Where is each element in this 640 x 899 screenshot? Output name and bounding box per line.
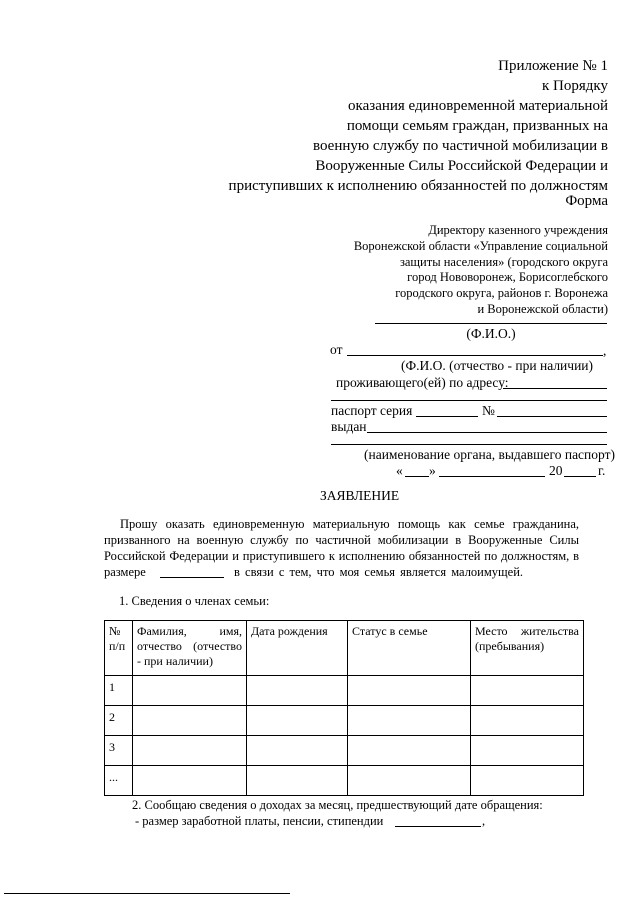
residing-label: проживающего(ей) по адресу: (336, 375, 509, 390)
row-number: 2 (105, 706, 133, 736)
cell-name[interactable] (133, 736, 247, 766)
cell-name[interactable] (133, 706, 247, 736)
date-year-prefix: 20 (549, 463, 563, 478)
from-comma: , (603, 343, 607, 358)
statement-title: ЗАЯВЛЕНИЕ (320, 488, 400, 503)
appendix-line: Вооруженные Силы Российской Федерации и (315, 158, 608, 174)
issuer-caption: (наименование органа, выдавшего паспорт) (364, 447, 615, 462)
table-header-row (105, 621, 584, 676)
cell-residence[interactable] (471, 766, 584, 796)
cell-birth-date[interactable] (247, 676, 348, 706)
cell-family-status[interactable] (348, 706, 471, 736)
appendix-line: приступивших к исполнению обязанностей по должностям (228, 178, 608, 194)
cell-family-status[interactable] (348, 736, 471, 766)
cell-residence[interactable] (471, 706, 584, 736)
header-residence: Место жительства (пребывания) (471, 621, 584, 676)
date-open-quote: « (396, 463, 403, 478)
header-birth-date: Дата рождения (247, 621, 348, 676)
section1-title: 1. Сведения о членах семьи: (119, 594, 270, 608)
address-line-2[interactable] (331, 400, 607, 401)
passport-series-label: паспорт серия (331, 403, 413, 418)
date-year-suffix: г. (598, 463, 606, 478)
cell-birth-date[interactable] (247, 766, 348, 796)
from-label: от (330, 342, 343, 357)
issued-line-1[interactable] (367, 432, 607, 433)
header-family-status: Статус в семье (348, 621, 471, 676)
row-number: 1 (105, 676, 133, 706)
row-number: 3 (105, 736, 133, 766)
director-fio-line[interactable] (375, 323, 607, 324)
passport-number-label: № (482, 403, 495, 418)
issued-line-2[interactable] (331, 444, 607, 445)
family-members-table (104, 620, 584, 796)
cell-name[interactable] (133, 676, 247, 706)
addressee-line: и Воронежской области) (477, 301, 608, 316)
date-close-quote: » (429, 463, 436, 478)
table-row (105, 676, 584, 706)
cell-name[interactable] (133, 766, 247, 796)
appendix-line: военную службу по частичной мобилизации в (313, 138, 608, 154)
appendix-header (229, 56, 608, 196)
appendix-line: помощи семьям граждан, призванных на (346, 118, 608, 134)
section2-title: 2. Сообщаю сведения о доходах за месяц, предшествующий дате обращения: (132, 798, 543, 812)
amount-suffix: в связи с тем, что моя семья является малоимущей. (234, 565, 524, 579)
amount-line[interactable] (160, 577, 224, 578)
cell-residence[interactable] (471, 736, 584, 766)
date-day-line[interactable] (405, 476, 429, 477)
row-number: ... (105, 766, 133, 796)
addressee-line: городского округа, районов г. Воронежа (395, 286, 608, 301)
passport-series-line[interactable] (416, 416, 478, 417)
statement-line: Прошу оказать единовременную материальную помощь как семье гражданина, (120, 517, 579, 531)
addressee-line: защиты населения» (городского округа (399, 254, 608, 269)
addressee-line: Директору казенного учреждения (428, 223, 608, 237)
cell-birth-date[interactable] (247, 736, 348, 766)
statement-line: Российской Федерации и приступившего к исполнению обязанностей по должностям, в (104, 549, 579, 563)
table-row (105, 706, 584, 736)
appendix-line: к Порядку (542, 78, 608, 94)
addressee-block (354, 223, 608, 318)
salary-amount-line[interactable] (395, 826, 481, 827)
fio-caption: (Ф.И.О.) (466, 326, 516, 341)
header-num: № п/п (105, 621, 133, 676)
date-month-line[interactable] (439, 476, 545, 477)
table-row (105, 736, 584, 766)
addressee-line: Воронежской области «Управление социальной (353, 238, 608, 253)
appendix-line: Приложение № 1 (498, 58, 608, 74)
address-line-1[interactable] (503, 388, 607, 389)
applicant-fio-caption: (Ф.И.О. (отчество - при наличии) (401, 358, 594, 373)
cell-family-status[interactable] (348, 676, 471, 706)
passport-number-line[interactable] (497, 416, 607, 417)
issued-label: выдан (331, 419, 367, 434)
cell-residence[interactable] (471, 676, 584, 706)
appendix-line: оказания единовременной материальной (348, 98, 608, 114)
date-year-line[interactable] (564, 476, 596, 477)
cell-family-status[interactable] (348, 766, 471, 796)
salary-line-label: - размер заработной платы, пенсии, стипендии (135, 814, 384, 828)
statement-line: призванного на военную службу по частичной мобилизации в Вооруженные Силы (104, 533, 579, 547)
salary-line-end: , (482, 814, 486, 828)
footnote-separator (4, 893, 290, 894)
table-row (105, 766, 584, 796)
applicant-fio-line[interactable] (347, 355, 603, 356)
addressee-line: город Нововоронеж, Борисоглебского (407, 270, 608, 285)
header-name: Фамилия, имя, отчество (отчество - при наличии) (133, 621, 247, 676)
amount-label: размере (104, 565, 146, 579)
cell-birth-date[interactable] (247, 706, 348, 736)
form-label: Форма (565, 193, 608, 209)
